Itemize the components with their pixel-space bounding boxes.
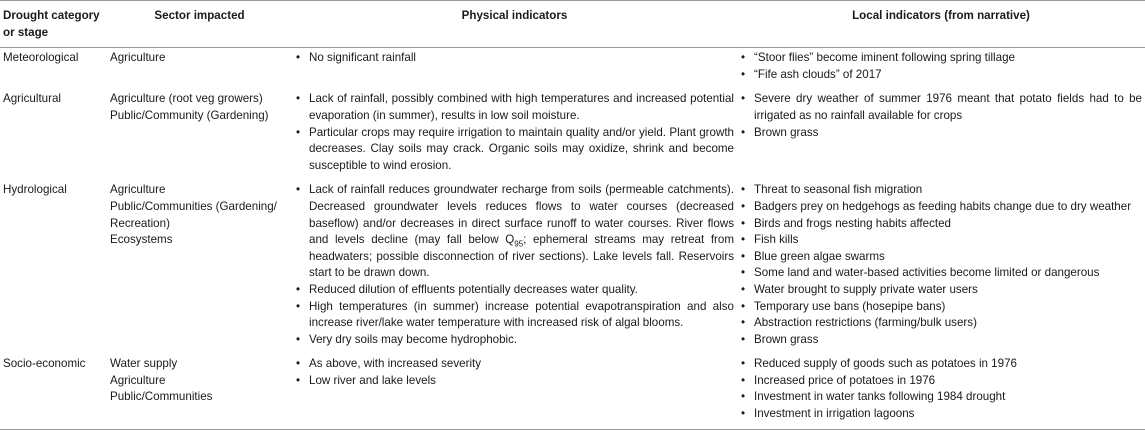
header-local: Local indicators (from narrative) — [737, 1, 1145, 48]
sector-item: Agriculture (root veg growers) — [110, 92, 263, 106]
local-cell — [737, 48, 1145, 90]
local-item: • “Stoor flies” become iminent following spring tillage — [740, 50, 1142, 67]
physical-item: • No significant rainfall — [295, 50, 734, 67]
local-item: • Increased price of potatoes in 1976 — [740, 373, 1142, 390]
sector-cell — [107, 354, 292, 429]
sector-item: Water supply — [110, 357, 178, 371]
local-item: • Birds and frogs nesting habits affected — [740, 216, 1142, 233]
physical-cell — [292, 354, 737, 429]
table-row — [0, 48, 1145, 90]
table-row — [0, 354, 1145, 429]
local-item: • Severe dry weather of summer 1976 meant that potato fields had to be irrigated as no rainfall available for crops — [740, 91, 1142, 124]
sector-item: Public/Communities (Gardening/ — [110, 199, 277, 213]
local-item: • “Fife ash clouds” of 2017 — [740, 67, 1142, 84]
local-item: • Badgers prey on hedgehogs as feeding habits change due to dry weather — [740, 199, 1142, 216]
local-cell — [737, 354, 1145, 429]
local-item: • Brown grass — [740, 332, 1142, 349]
physical-item: • As above, with increased severity — [295, 356, 734, 373]
sector-item: Agriculture — [110, 373, 166, 387]
physical-cell — [292, 48, 737, 90]
local-item: • Fish kills — [740, 232, 1142, 249]
category-cell: Socio-economic — [0, 354, 107, 429]
physical-item: • Particular crops may require irrigation to maintain quality and/or yield. Plant growth decreases. Clay soils may crack. Organic soils may oxidize, shrink and become susceptible to wind erosion. — [295, 125, 734, 175]
sector-item: Agriculture — [110, 183, 166, 197]
physical-item: • Low river and lake levels — [295, 373, 734, 390]
category-cell: Meteorological — [3, 51, 79, 65]
sector-cell — [107, 89, 292, 180]
local-cell — [737, 89, 1145, 180]
header-sector: Sector impacted — [107, 1, 292, 48]
local-item: • Investment in water tanks following 1984 drought — [740, 389, 1142, 406]
physical-cell — [292, 180, 737, 354]
local-item: • Brown grass — [740, 125, 1142, 142]
header-physical: Physical indicators — [292, 1, 737, 48]
physical-item: • Very dry soils may become hydrophobic. — [295, 332, 734, 349]
physical-item: • Reduced dilution of effluents potentially decreases water quality. — [295, 282, 734, 299]
sector-cell — [107, 180, 292, 354]
physical-item: • Lack of rainfall reduces groundwater recharge from soils (permeable catchments). Decreased groundwater levels reduces flows to water courses (decreased baseflow) and/or decreases in direct surface runoff to water courses. River flows and levels decline (may fall below $Q_{95}$; ephemeral streams may retreat from headwaters; possible disconnection of river sections). Lake levels fall. Reservoirs start to be drawn down. — [295, 182, 734, 282]
local-item: • Water brought to supply private water users — [740, 282, 1142, 299]
sector-item: Recreation) — [110, 216, 170, 230]
local-cell — [737, 180, 1145, 354]
sector-cell — [107, 48, 292, 90]
local-item: • Threat to seasonal fish migration — [740, 182, 1142, 199]
local-item: • Blue green algae swarms — [740, 249, 1142, 266]
category-cell: Hydrological — [3, 183, 67, 197]
table-row — [0, 180, 1145, 354]
header-row — [0, 1, 1145, 48]
local-item: • Some land and water-based activities become limited or dangerous — [740, 265, 1142, 282]
local-item: • Temporary use bans (hosepipe bans) — [740, 299, 1142, 316]
physical-item: • Lack of rainfall, possibly combined with high temperatures and increased potential evaporation (in summer), results in low soil moisture. — [295, 91, 734, 124]
table-row — [0, 89, 1145, 180]
sector-item: Public/Communities — [110, 390, 213, 404]
local-item: • Reduced supply of goods such as potatoes in 1976 — [740, 356, 1142, 373]
physical-item: • High temperatures (in summer) increase potential evapotranspiration and also increase river/lake water temperature with increased risk of algal blooms. — [295, 299, 734, 332]
local-item: • Abstraction restrictions (farming/bulk users) — [740, 315, 1142, 332]
sector-item: Agriculture — [110, 51, 166, 65]
sector-item: Ecosystems — [110, 233, 173, 247]
category-cell: Agricultural — [3, 92, 61, 106]
local-item: • Investment in irrigation lagoons — [740, 406, 1142, 423]
physical-cell — [292, 89, 737, 180]
header-category: Drought category or stage — [0, 1, 107, 48]
sector-item: Public/Community (Gardening) — [110, 108, 269, 122]
